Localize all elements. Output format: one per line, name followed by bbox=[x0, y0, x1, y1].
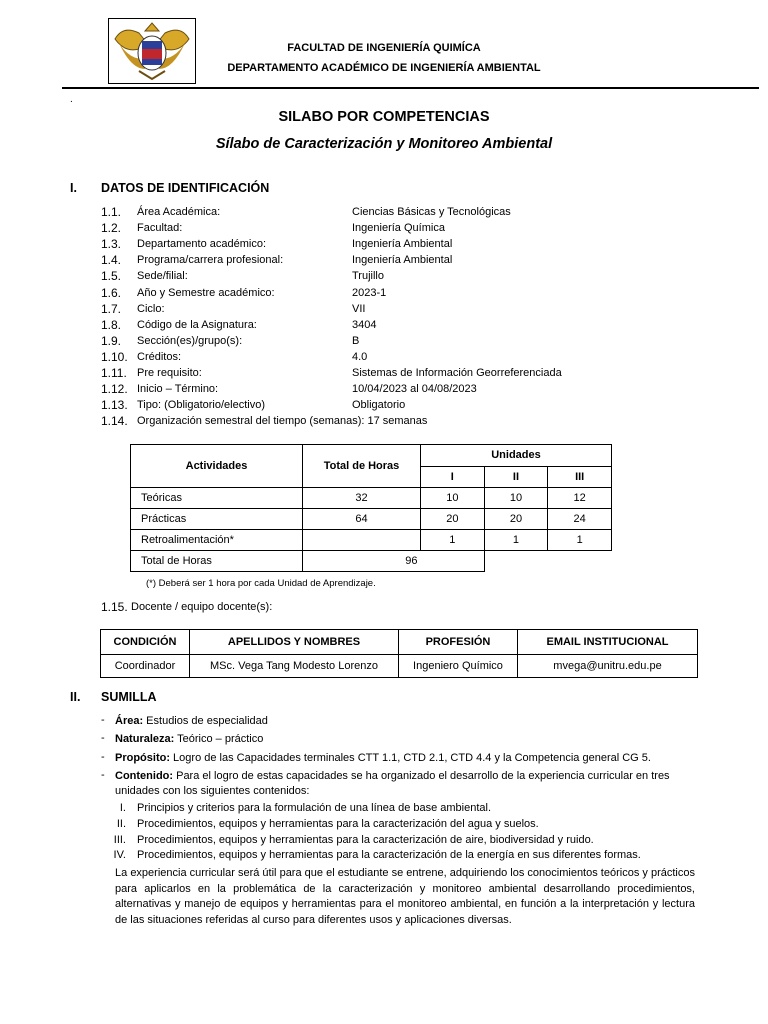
bullet-label: Propósito: bbox=[115, 752, 170, 764]
item-number: 1.11. bbox=[101, 366, 127, 380]
teacher-table bbox=[100, 629, 698, 678]
item-label: Área Académica: bbox=[137, 206, 221, 218]
item-number: 1.10. bbox=[101, 350, 128, 364]
row-unit: 20 bbox=[421, 509, 485, 530]
item-number: 1.5. bbox=[101, 269, 122, 283]
item-label: Facultad: bbox=[137, 222, 183, 234]
col-activities: Actividades bbox=[131, 445, 303, 488]
item-value: 10/04/2023 al 04/08/2023 bbox=[352, 383, 477, 395]
item-label: Organización semestral del tiempo (semanas): 17 semanas bbox=[137, 415, 428, 427]
row-name: Prácticas bbox=[131, 509, 303, 530]
item-label: Departamento académico: bbox=[137, 238, 267, 250]
item-number: 1.13. bbox=[101, 398, 128, 412]
teacher-label: Docente / equipo docente(s): bbox=[131, 601, 273, 613]
bullet-label: Contenido: bbox=[115, 770, 174, 782]
item-value: VII bbox=[352, 303, 366, 315]
unit-numeral: I. bbox=[119, 802, 126, 814]
unit-header: I bbox=[421, 466, 485, 488]
department-heading: DEPARTAMENTO ACADÉMICO DE INGENIERÍA AMBIENTAL bbox=[227, 62, 541, 74]
col-total-hours: Total de Horas bbox=[303, 445, 421, 488]
unit-text: Principios y criterios para la formulación de una línea de base ambiental. bbox=[137, 802, 492, 814]
item-label: Sección(es)/grupo(s): bbox=[137, 335, 243, 347]
col-profession: PROFESIÓN bbox=[399, 630, 518, 655]
item-value: Sistemas de Información Georreferenciada bbox=[352, 367, 562, 379]
bullet-label: Área: bbox=[115, 715, 144, 727]
bullet-text: Teórico – práctico bbox=[174, 733, 264, 745]
item-number: 1.4. bbox=[101, 253, 122, 267]
table-row bbox=[101, 655, 698, 678]
bullet-text: Para el logro de estas capacidades se ha organizado el desarrollo de la experiencia curricular en tres unidades con los siguientes contenidos: bbox=[115, 770, 670, 797]
row-unit: 1 bbox=[421, 530, 485, 551]
section-1-title: DATOS DE IDENTIFICACIÓN bbox=[101, 181, 270, 195]
summary-paragraph: La experiencia curricular será útil para que el estudiante se entrene, adquiriendo los conocimientos teóricos y prácticos para aplicarlos en la problemática de la caracterización y monitoreo ambiental desarrollando procedimientos, alternativas y manejo de equipos y herramientas para el monitoreo ambiental, en función a la interpretación y lectura de las situaciones referidas al curso para diferentes usos y aplicaciones diversas. bbox=[115, 867, 695, 926]
stray-mark: . bbox=[70, 94, 73, 105]
item-number: 1.2. bbox=[101, 221, 122, 235]
total-value: 96 bbox=[303, 551, 485, 572]
unit-header: III bbox=[548, 466, 612, 488]
item-number: 1.3. bbox=[101, 237, 122, 251]
document-title: SILABO POR COMPETENCIAS bbox=[278, 109, 490, 125]
unit-header: II bbox=[484, 466, 548, 488]
unit-numeral: IV. bbox=[113, 849, 126, 861]
item-number: 1.12. bbox=[101, 382, 128, 396]
col-email: EMAIL INSTITUCIONAL bbox=[518, 630, 698, 655]
document-subtitle: Sílabo de Caracterización y Monitoreo Ambiental bbox=[215, 136, 553, 152]
hours-note: (*) Deberá ser 1 hora por cada Unidad de Aprendizaje. bbox=[146, 578, 376, 589]
table-row bbox=[131, 530, 612, 551]
unit-numeral: III. bbox=[113, 834, 126, 846]
item-label: Año y Semestre académico: bbox=[137, 287, 275, 299]
header-rule bbox=[62, 87, 759, 89]
teacher-number: 1.15. bbox=[101, 600, 128, 614]
item-number: 1.9. bbox=[101, 334, 122, 348]
row-name: Retroalimentación* bbox=[131, 530, 303, 551]
row-unit: 20 bbox=[484, 509, 548, 530]
hours-table bbox=[130, 444, 612, 572]
teacher-condition: Coordinador bbox=[101, 655, 190, 678]
item-label: Pre requisito: bbox=[137, 367, 202, 379]
item-value: 4.0 bbox=[352, 351, 368, 363]
item-label: Sede/filial: bbox=[137, 270, 188, 282]
unit-text: Procedimientos, equipos y herramientas para la caracterización de la energía en sus diferentes formas. bbox=[137, 849, 641, 861]
item-label: Ciclo: bbox=[137, 303, 165, 315]
row-total: 64 bbox=[303, 509, 421, 530]
row-unit: 24 bbox=[548, 509, 612, 530]
item-label: Inicio – Término: bbox=[137, 383, 219, 395]
empty-cell bbox=[484, 551, 611, 572]
unit-numeral: II. bbox=[116, 818, 126, 830]
unit-text: Procedimientos, equipos y herramientas para la caracterización del agua y suelos. bbox=[137, 818, 539, 830]
item-value: Obligatorio bbox=[352, 399, 406, 411]
row-unit: 12 bbox=[548, 488, 612, 509]
row-total: 32 bbox=[303, 488, 421, 509]
teacher-profession: Ingeniero Químico bbox=[399, 655, 518, 678]
row-total bbox=[303, 530, 421, 551]
row-unit: 10 bbox=[484, 488, 548, 509]
item-number: 1.6. bbox=[101, 286, 122, 300]
item-value: 3404 bbox=[352, 319, 377, 331]
item-value: 2023-1 bbox=[352, 287, 387, 299]
item-number: 1.7. bbox=[101, 302, 122, 316]
row-unit: 1 bbox=[484, 530, 548, 551]
row-unit: 1 bbox=[548, 530, 612, 551]
item-label: Tipo: (Obligatorio/electivo) bbox=[137, 399, 265, 411]
row-unit: 10 bbox=[421, 488, 485, 509]
faculty-heading: FACULTAD DE INGENIERÍA QUIMÍCA bbox=[287, 42, 481, 54]
item-value: Ciencias Básicas y Tecnológicas bbox=[352, 206, 511, 218]
col-condition: CONDICIÓN bbox=[101, 630, 190, 655]
item-label: Código de la Asignatura: bbox=[137, 319, 257, 331]
item-value: Trujillo bbox=[352, 270, 384, 282]
item-label: Créditos: bbox=[137, 351, 182, 363]
unit-text: Procedimientos, equipos y herramientas para la caracterización de aire, biodiversidad y ruido. bbox=[137, 834, 594, 846]
section-2-title: SUMILLA bbox=[101, 690, 157, 704]
bullet-label: Naturaleza: bbox=[115, 733, 175, 745]
item-number: 1.14. bbox=[101, 414, 128, 428]
total-label: Total de Horas bbox=[131, 551, 303, 572]
section-2-number: II. bbox=[70, 690, 81, 704]
col-names: APELLIDOS Y NOMBRES bbox=[190, 630, 399, 655]
teacher-name: MSc. Vega Tang Modesto Lorenzo bbox=[190, 655, 399, 678]
table-total-row bbox=[131, 551, 612, 572]
teacher-email[interactable]: mvega@unitru.edu.pe bbox=[518, 655, 698, 678]
bullet-text: Logro de las Capacidades terminales CTT 1.1, CTD 2.1, CTD 4.4 y la Competencia general CG 5. bbox=[170, 752, 651, 764]
item-value: Ingeniería Química bbox=[352, 222, 445, 234]
row-name: Teóricas bbox=[131, 488, 303, 509]
item-value: Ingeniería Ambiental bbox=[352, 254, 453, 266]
table-row bbox=[131, 488, 612, 509]
section-1-number: I. bbox=[70, 181, 77, 195]
table-row bbox=[131, 509, 612, 530]
bullet-text: Estudios de especialidad bbox=[143, 715, 268, 727]
item-value: Ingeniería Ambiental bbox=[352, 238, 453, 250]
item-number: 1.8. bbox=[101, 318, 122, 332]
col-units: Unidades bbox=[421, 445, 612, 467]
item-label: Programa/carrera profesional: bbox=[137, 254, 284, 266]
item-number: 1.1. bbox=[101, 205, 122, 219]
item-value: B bbox=[352, 335, 360, 347]
